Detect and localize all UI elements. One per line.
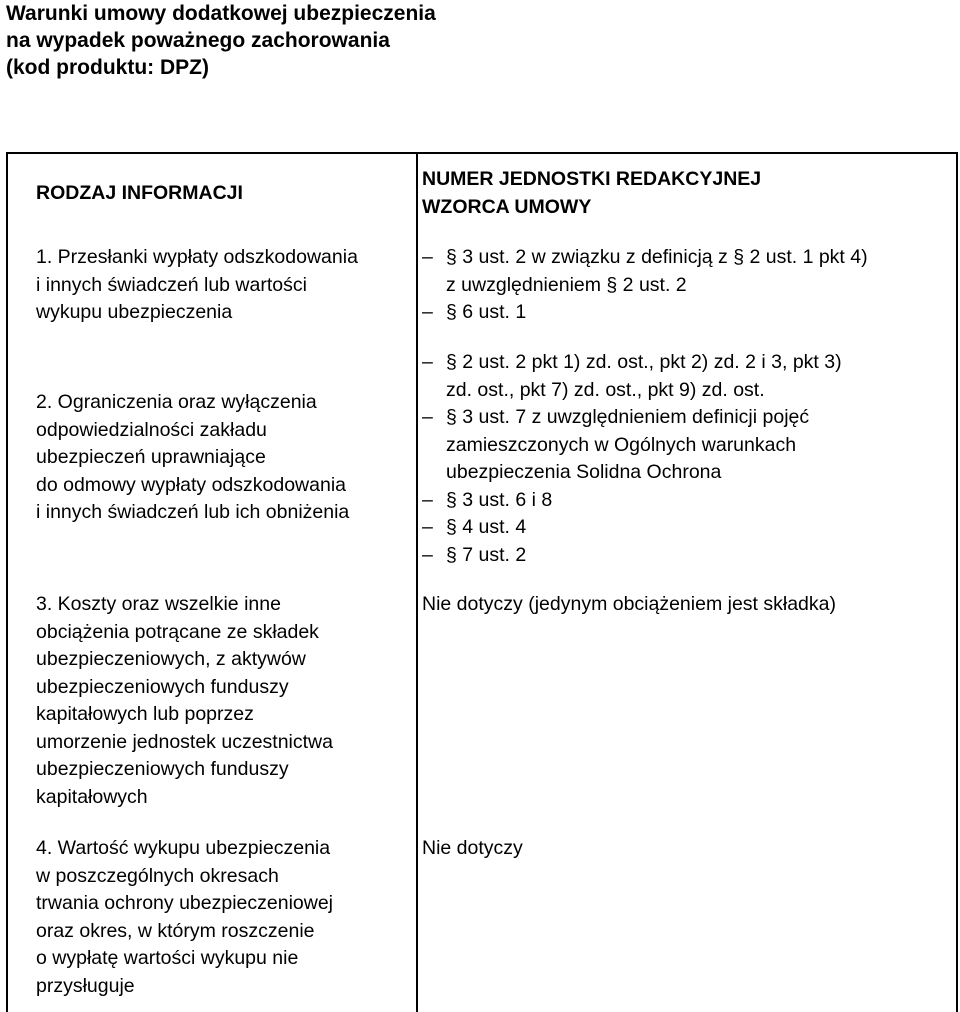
row-2-left	[36, 389, 349, 527]
row-4-right-line: Nie dotyczy	[422, 837, 523, 859]
row-2-right-line: – § 7 ust. 2	[422, 543, 527, 566]
title-line-3: (kod produktu: DPZ)	[6, 56, 209, 79]
row-3-left-line: obciążenia potrącane ze składek	[36, 620, 319, 643]
row-1-left-line: i innych świadczeń lub wartości	[36, 273, 307, 296]
row-2-right-line: – § 3 ust. 7 z uwzględnieniem definicji pojęć	[422, 406, 810, 428]
row-2-right-line: – § 3 ust. 6 i 8	[422, 488, 553, 511]
document-title	[6, 0, 436, 81]
row-2-right	[422, 349, 842, 569]
row-1-right-line: – § 6 ust. 1	[422, 301, 527, 323]
column-divider	[416, 154, 418, 1012]
row-4-left-line: 4. Wartość wykupu ubezpieczenia	[36, 837, 331, 859]
row-4-left-line: trwania ochrony ubezpieczeniowej	[36, 892, 334, 914]
row-2-right-line: ubezpieczenia Solidna Ochrona	[446, 461, 722, 483]
info-table	[6, 152, 958, 1012]
row-3-left-line: 3. Koszty oraz wszelkie inne	[36, 593, 281, 615]
row-3-left-line: ubezpieczeniowych funduszy	[36, 758, 289, 780]
row-4-left	[36, 835, 333, 1000]
row-1-right-line: – § 3 ust. 2 w związku z definicją z § 2 ust. 1 pkt 4)	[422, 246, 868, 268]
row-1-left	[36, 244, 358, 327]
row-2-left-line: ubezpieczeń uprawniające	[36, 446, 266, 468]
row-4-left-line: oraz okres, w którym roszczenie	[36, 919, 315, 942]
row-1-right-line: z uwzględnieniem § 2 ust. 2	[446, 273, 687, 296]
row-2-right-line: – § 2 ust. 2 pkt 1) zd. ost., pkt 2) zd. 2 i 3, pkt 3)	[422, 351, 842, 373]
row-3-left	[36, 591, 333, 811]
row-1-left-line: wykupu ubezpieczenia	[36, 301, 233, 323]
row-2-left-line: do odmowy wypłaty odszkodowania	[36, 473, 347, 496]
row-3-left-line: ubezpieczeniowych funduszy	[36, 675, 289, 698]
header-right-line-2: WZORCA UMOWY	[422, 195, 592, 218]
row-3-left-line: ubezpieczeniowych, z aktywów	[36, 648, 306, 670]
header-right-line-1: NUMER JEDNOSTKI REDAKCYJNEJ	[422, 168, 762, 190]
row-4-left-line: o wypłatę wartości wykupu nie	[36, 947, 299, 969]
row-3-left-line: kapitałowych	[36, 785, 148, 808]
row-4-left-line: w poszczególnych okresach	[36, 864, 279, 887]
row-4-right	[422, 835, 523, 863]
row-2-left-line: odpowiedzialności zakładu	[36, 418, 267, 441]
row-1-left-line: 1. Przesłanki wypłaty odszkodowania	[36, 246, 358, 268]
title-line-1: Warunki umowy dodatkowej ubezpieczenia	[6, 2, 436, 25]
row-2-right-line: zamieszczonych w Ogólnych warunkach	[446, 433, 797, 456]
title-line-2: na wypadek poważnego zachorowania	[6, 29, 390, 52]
header-left: RODZAJ INFORMACJI	[36, 182, 243, 204]
header-right	[422, 166, 761, 221]
row-2-left-line: 2. Ograniczenia oraz wyłączenia	[36, 391, 317, 413]
row-2-right-line: – § 4 ust. 4	[422, 516, 527, 538]
row-3-left-line: umorzenie jednostek uczestnictwa	[36, 730, 333, 753]
row-2-right-line: zd. ost., pkt 7) zd. ost., pkt 9) zd. ost.	[446, 378, 765, 401]
row-3-right-line: Nie dotyczy (jedynym obciążeniem jest składka)	[422, 593, 836, 615]
row-4-left-line: przysługuje	[36, 974, 135, 997]
row-2-left-line: i innych świadczeń lub ich obniżenia	[36, 501, 350, 523]
row-3-right	[422, 591, 836, 619]
row-3-left-line: kapitałowych lub poprzez	[36, 703, 254, 725]
row-1-right	[422, 244, 868, 327]
